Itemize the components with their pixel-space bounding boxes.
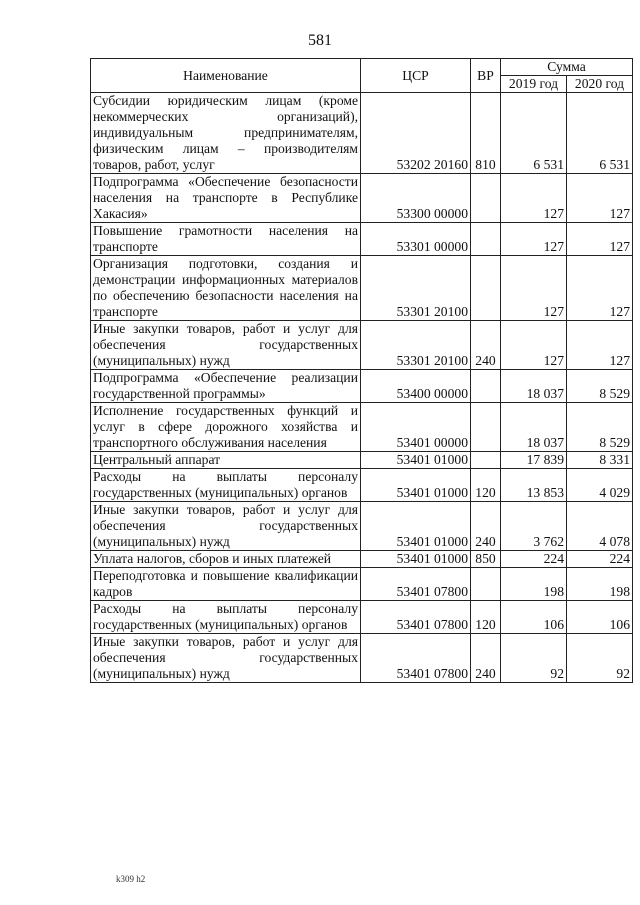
row-code: 53301 00000 — [361, 223, 471, 256]
row-2020: 106 — [567, 601, 633, 634]
row-2019: 3 762 — [501, 502, 567, 551]
row-2020: 127 — [567, 321, 633, 370]
row-vr: 240 — [471, 634, 501, 683]
row-2019: 106 — [501, 601, 567, 634]
table-row — [91, 452, 633, 469]
row-vr: 240 — [471, 502, 501, 551]
row-2020: 224 — [567, 551, 633, 568]
row-name: Иные закупки товаров, работ и услуг для обеспечения государственных (муниципальных) нужд — [91, 502, 361, 551]
row-name: Подпрограмма «Обеспечение безопасности населения на транспорте в Республике Хакасия» — [91, 174, 361, 223]
row-2020: 8 331 — [567, 452, 633, 469]
row-2020: 8 529 — [567, 403, 633, 452]
row-name: Субсидии юридическим лицам (кроме некоммерческих организаций), индивидуальным предпринимателям, физическим лицам – производителям товаров, работ, услуг — [91, 93, 361, 174]
row-2020: 4 078 — [567, 502, 633, 551]
row-code: 53400 00000 — [361, 370, 471, 403]
footer-code: k309 h2 — [116, 874, 146, 884]
row-code: 53300 00000 — [361, 174, 471, 223]
row-code: 53301 20100 — [361, 256, 471, 321]
row-name: Подпрограмма «Обеспечение реализации государственной программы» — [91, 370, 361, 403]
row-vr: 850 — [471, 551, 501, 568]
table-row — [91, 551, 633, 568]
row-name: Иные закупки товаров, работ и услуг для обеспечения государственных (муниципальных) нужд — [91, 634, 361, 683]
row-2019: 17 839 — [501, 452, 567, 469]
row-vr: 120 — [471, 601, 501, 634]
table-body — [91, 93, 633, 683]
table-row — [91, 634, 633, 683]
row-2020: 6 531 — [567, 93, 633, 174]
row-2020: 127 — [567, 256, 633, 321]
row-name: Исполнение государственных функций и услуг в сфере дорожного хозяйства и транспортного обслуживания населения — [91, 403, 361, 452]
row-2019: 127 — [501, 174, 567, 223]
row-name: Повышение грамотности населения на транспорте — [91, 223, 361, 256]
row-vr — [471, 223, 501, 256]
row-vr — [471, 370, 501, 403]
table-row — [91, 568, 633, 601]
table-row — [91, 174, 633, 223]
row-2019: 224 — [501, 551, 567, 568]
row-2020: 127 — [567, 174, 633, 223]
row-code: 53202 20160 — [361, 93, 471, 174]
row-2020: 127 — [567, 223, 633, 256]
table-row — [91, 223, 633, 256]
row-vr — [471, 403, 501, 452]
header-sum: Сумма — [501, 59, 633, 76]
header-vr: ВР — [471, 59, 501, 93]
row-name: Иные закупки товаров, работ и услуг для обеспечения государственных (муниципальных) нужд — [91, 321, 361, 370]
header-2019: 2019 год — [501, 76, 567, 93]
row-name: Переподготовка и повышение квалификации кадров — [91, 568, 361, 601]
row-name: Центральный аппарат — [91, 452, 361, 469]
row-code: 53401 07800 — [361, 568, 471, 601]
row-vr: 240 — [471, 321, 501, 370]
row-2020: 92 — [567, 634, 633, 683]
header-code: ЦСР — [361, 59, 471, 93]
header-2020: 2020 год — [567, 76, 633, 93]
row-code: 53301 20100 — [361, 321, 471, 370]
table-row — [91, 502, 633, 551]
row-code: 53401 01000 — [361, 502, 471, 551]
row-name: Расходы на выплаты персоналу государственных (муниципальных) органов — [91, 601, 361, 634]
row-2019: 127 — [501, 223, 567, 256]
table-row — [91, 93, 633, 174]
row-2020: 198 — [567, 568, 633, 601]
row-code: 53401 07800 — [361, 634, 471, 683]
row-vr: 810 — [471, 93, 501, 174]
header-name: Наименование — [91, 59, 361, 93]
row-vr — [471, 174, 501, 223]
table-row — [91, 321, 633, 370]
row-code: 53401 07800 — [361, 601, 471, 634]
row-2019: 127 — [501, 256, 567, 321]
row-vr — [471, 568, 501, 601]
row-2019: 127 — [501, 321, 567, 370]
table-row — [91, 256, 633, 321]
row-vr — [471, 452, 501, 469]
header-row — [91, 59, 633, 76]
row-vr: 120 — [471, 469, 501, 502]
row-name: Уплата налогов, сборов и иных платежей — [91, 551, 361, 568]
row-2019: 13 853 — [501, 469, 567, 502]
page-number: 581 — [308, 32, 332, 49]
table-row — [91, 403, 633, 452]
table-row — [91, 601, 633, 634]
row-code: 53401 00000 — [361, 403, 471, 452]
row-code: 53401 01000 — [361, 551, 471, 568]
row-code: 53401 01000 — [361, 452, 471, 469]
row-2019: 6 531 — [501, 93, 567, 174]
budget-table — [90, 58, 633, 683]
row-name: Расходы на выплаты персоналу государственных (муниципальных) органов — [91, 469, 361, 502]
table-row — [91, 469, 633, 502]
row-2019: 198 — [501, 568, 567, 601]
row-name: Организация подготовки, создания и демонстрации информационных материалов по обеспечению безопасности населения на транспорте — [91, 256, 361, 321]
table-row — [91, 370, 633, 403]
row-vr — [471, 256, 501, 321]
row-2019: 18 037 — [501, 370, 567, 403]
row-2020: 4 029 — [567, 469, 633, 502]
row-code: 53401 01000 — [361, 469, 471, 502]
row-2019: 18 037 — [501, 403, 567, 452]
row-2020: 8 529 — [567, 370, 633, 403]
row-2019: 92 — [501, 634, 567, 683]
